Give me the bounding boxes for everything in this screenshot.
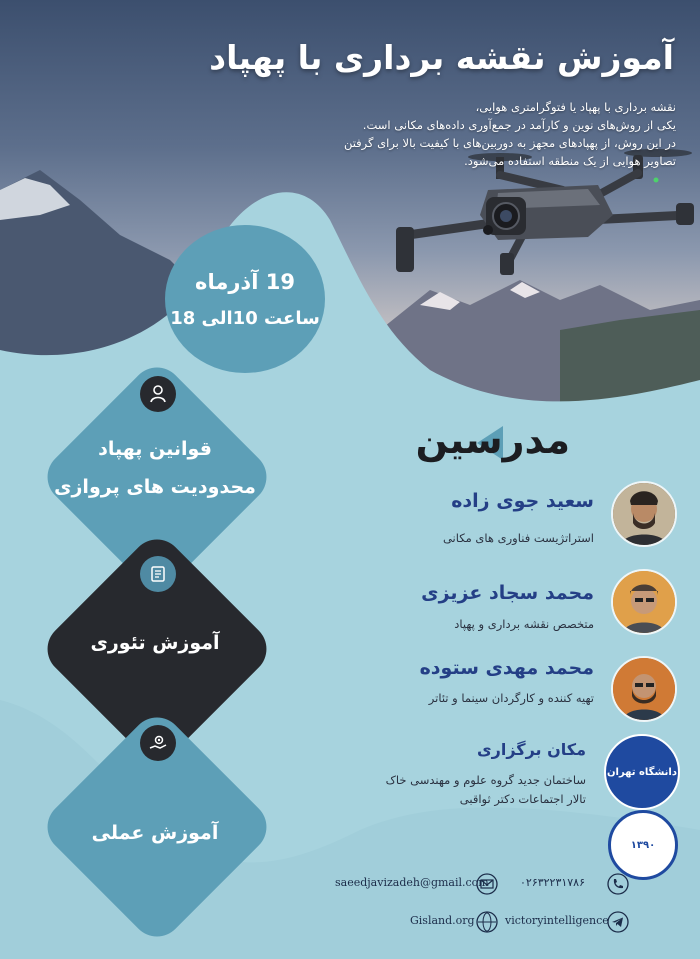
date-badge bbox=[165, 225, 325, 373]
mail-icon bbox=[476, 873, 498, 895]
description-line: نقشه برداری با پهپاد یا فتوگرامتری هوایی، bbox=[475, 100, 676, 114]
user-icon bbox=[140, 376, 176, 412]
page-title: آموزش نقشه برداری با پهپاد bbox=[209, 38, 674, 77]
description-line: یکی از روش‌های نوین و کارآمد در جمع‌آوری داده‌های مکانی است. bbox=[362, 118, 676, 132]
globe-icon bbox=[476, 911, 498, 933]
topic-text: آموزش تئوری bbox=[90, 632, 220, 654]
event-date: 19 آذرماه bbox=[195, 269, 295, 294]
teachers-heading: مدرسین bbox=[415, 418, 570, 462]
avatar bbox=[611, 481, 677, 547]
description-line: تصاویر هوایی از یک منطقه استفاده می‌شود. bbox=[464, 154, 676, 168]
teacher-role: متخصص نقشه برداری و پهپاد bbox=[454, 617, 594, 631]
description bbox=[236, 98, 676, 170]
topic-text: آموزش عملی bbox=[91, 822, 219, 844]
venue-line: ساختمان جدید گروه علوم و مهندسی خاک bbox=[385, 773, 586, 787]
teacher-name: محمد مهدی ستوده bbox=[419, 657, 594, 679]
topic-line: قوانین پهپاد bbox=[98, 438, 212, 460]
association-logo bbox=[608, 810, 678, 880]
logo-text: ۱۳۹۰ bbox=[630, 839, 656, 851]
description-line: در این روش، از پهپادهای مجهز به دوربین‌های با کیفیت بالا برای گرفتن bbox=[343, 136, 676, 150]
logo-text: دانشگاه تهران bbox=[607, 766, 677, 778]
avatar bbox=[611, 569, 677, 635]
avatar bbox=[611, 656, 677, 722]
hand-gear-icon bbox=[140, 725, 176, 761]
university-logo bbox=[604, 734, 680, 810]
topic-line: محدودیت های پروازی bbox=[54, 476, 256, 498]
teacher-role: تهیه کننده و کارگردان سینما و تئاتر bbox=[428, 691, 594, 705]
venue-title: مکان برگزاری bbox=[476, 740, 586, 759]
topic-text bbox=[30, 430, 280, 506]
teacher-role: استراتژیست فناوری های مکانی bbox=[442, 531, 594, 545]
contact-site[interactable]: Gisland.org bbox=[410, 914, 475, 927]
contact-email[interactable]: saeedjavizadeh@gmail.com bbox=[335, 876, 489, 889]
contact-phone[interactable]: ۰۲۶۳۲۲۳۱۷۸۶ bbox=[520, 876, 585, 889]
teacher-name: محمد سجاد عزیزی bbox=[421, 582, 594, 604]
event-time: ساعت 10الی 18 bbox=[170, 307, 320, 329]
phone-icon bbox=[607, 873, 629, 895]
teacher-name: سعید جوی زاده bbox=[451, 490, 594, 512]
notebook-icon bbox=[140, 556, 176, 592]
telegram-icon bbox=[607, 911, 629, 933]
venue-line: تالار اجتماعات دکتر ثواقبی bbox=[459, 792, 586, 806]
contact-telegram[interactable]: victoryintelligence bbox=[505, 914, 609, 927]
